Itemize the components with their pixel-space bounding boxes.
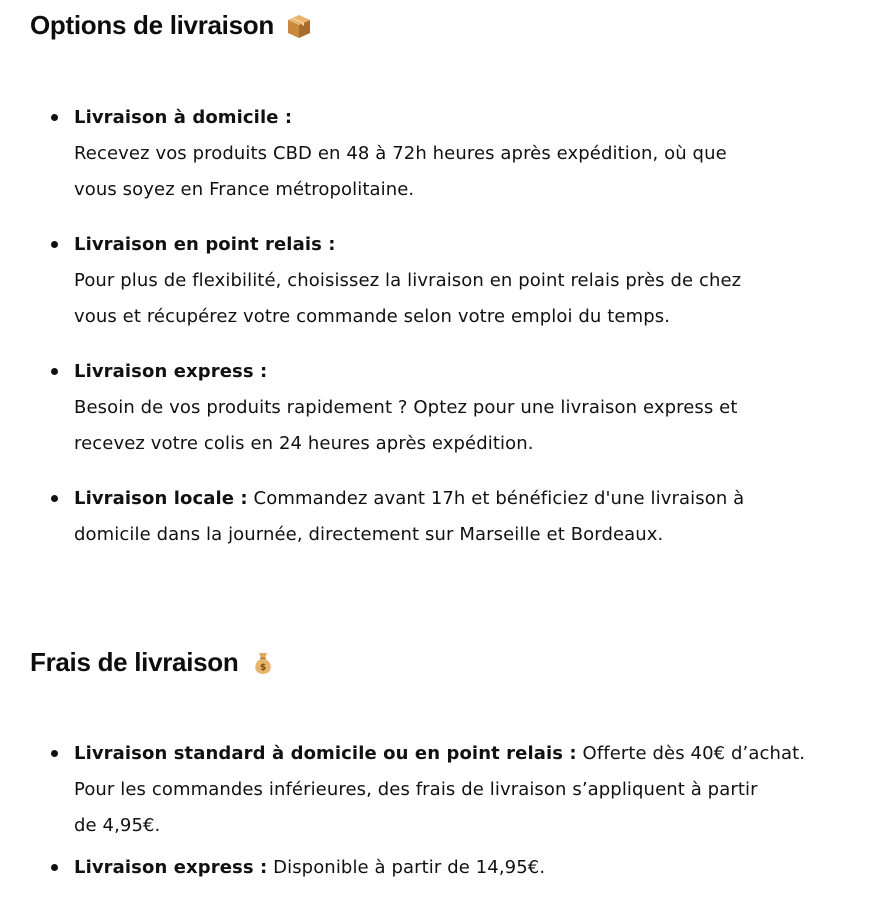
item-text-line: Recevez vos produits CBD en 48 à 72h heures après expédition, où que [74, 143, 727, 164]
list-item [0, 100, 830, 208]
item-text-line: domicile dans la journée, directement sur Marseille et Bordeaux. [74, 524, 664, 545]
list-item [0, 354, 830, 462]
section-title-options [30, 10, 312, 41]
item-label: Livraison express : [74, 361, 268, 382]
item-text-line: Besoin de vos produits rapidement ? Optez pour une livraison express et [74, 397, 738, 418]
money-bag-icon [250, 650, 276, 676]
item-text-line: vous soyez en France métropolitaine. [74, 179, 415, 200]
list-item [0, 227, 830, 335]
svg-text:$: $ [260, 662, 267, 673]
item-label: Livraison à domicile : [74, 107, 293, 128]
item-label: Livraison en point relais : [74, 234, 336, 255]
item-inline-text: Commandez avant 17h et bénéficiez d'une livraison à [247, 488, 745, 509]
item-text-line: Pour les commandes inférieures, des frais de livraison s’appliquent à partir [74, 779, 758, 800]
item-inline-text: Disponible à partir de 14,95€. [267, 857, 546, 878]
item-text-line: de 4,95€. [74, 815, 161, 836]
item-label: Livraison standard à domicile ou en point relais : [74, 743, 577, 764]
section-title-frais [30, 647, 276, 678]
item-label: Livraison locale : [74, 488, 248, 509]
package-icon [286, 13, 312, 39]
item-text-line: recevez votre colis en 24 heures après expédition. [74, 433, 534, 454]
section-title-frais-text: Frais de livraison [30, 647, 239, 677]
item-text-line: vous et récupérez votre commande selon votre emploi du temps. [74, 306, 671, 327]
item-text-line: Pour plus de flexibilité, choisissez la livraison en point relais près de chez [74, 270, 742, 291]
item-inline-text: Offerte dès 40€ d’achat. [576, 743, 806, 764]
list-item [0, 850, 830, 886]
item-label: Livraison express : [74, 857, 268, 878]
delivery-options-list [0, 100, 830, 572]
list-item [0, 736, 830, 844]
delivery-fees-list [0, 736, 830, 892]
section-title-options-text: Options de livraison [30, 10, 274, 40]
list-item [0, 481, 830, 553]
